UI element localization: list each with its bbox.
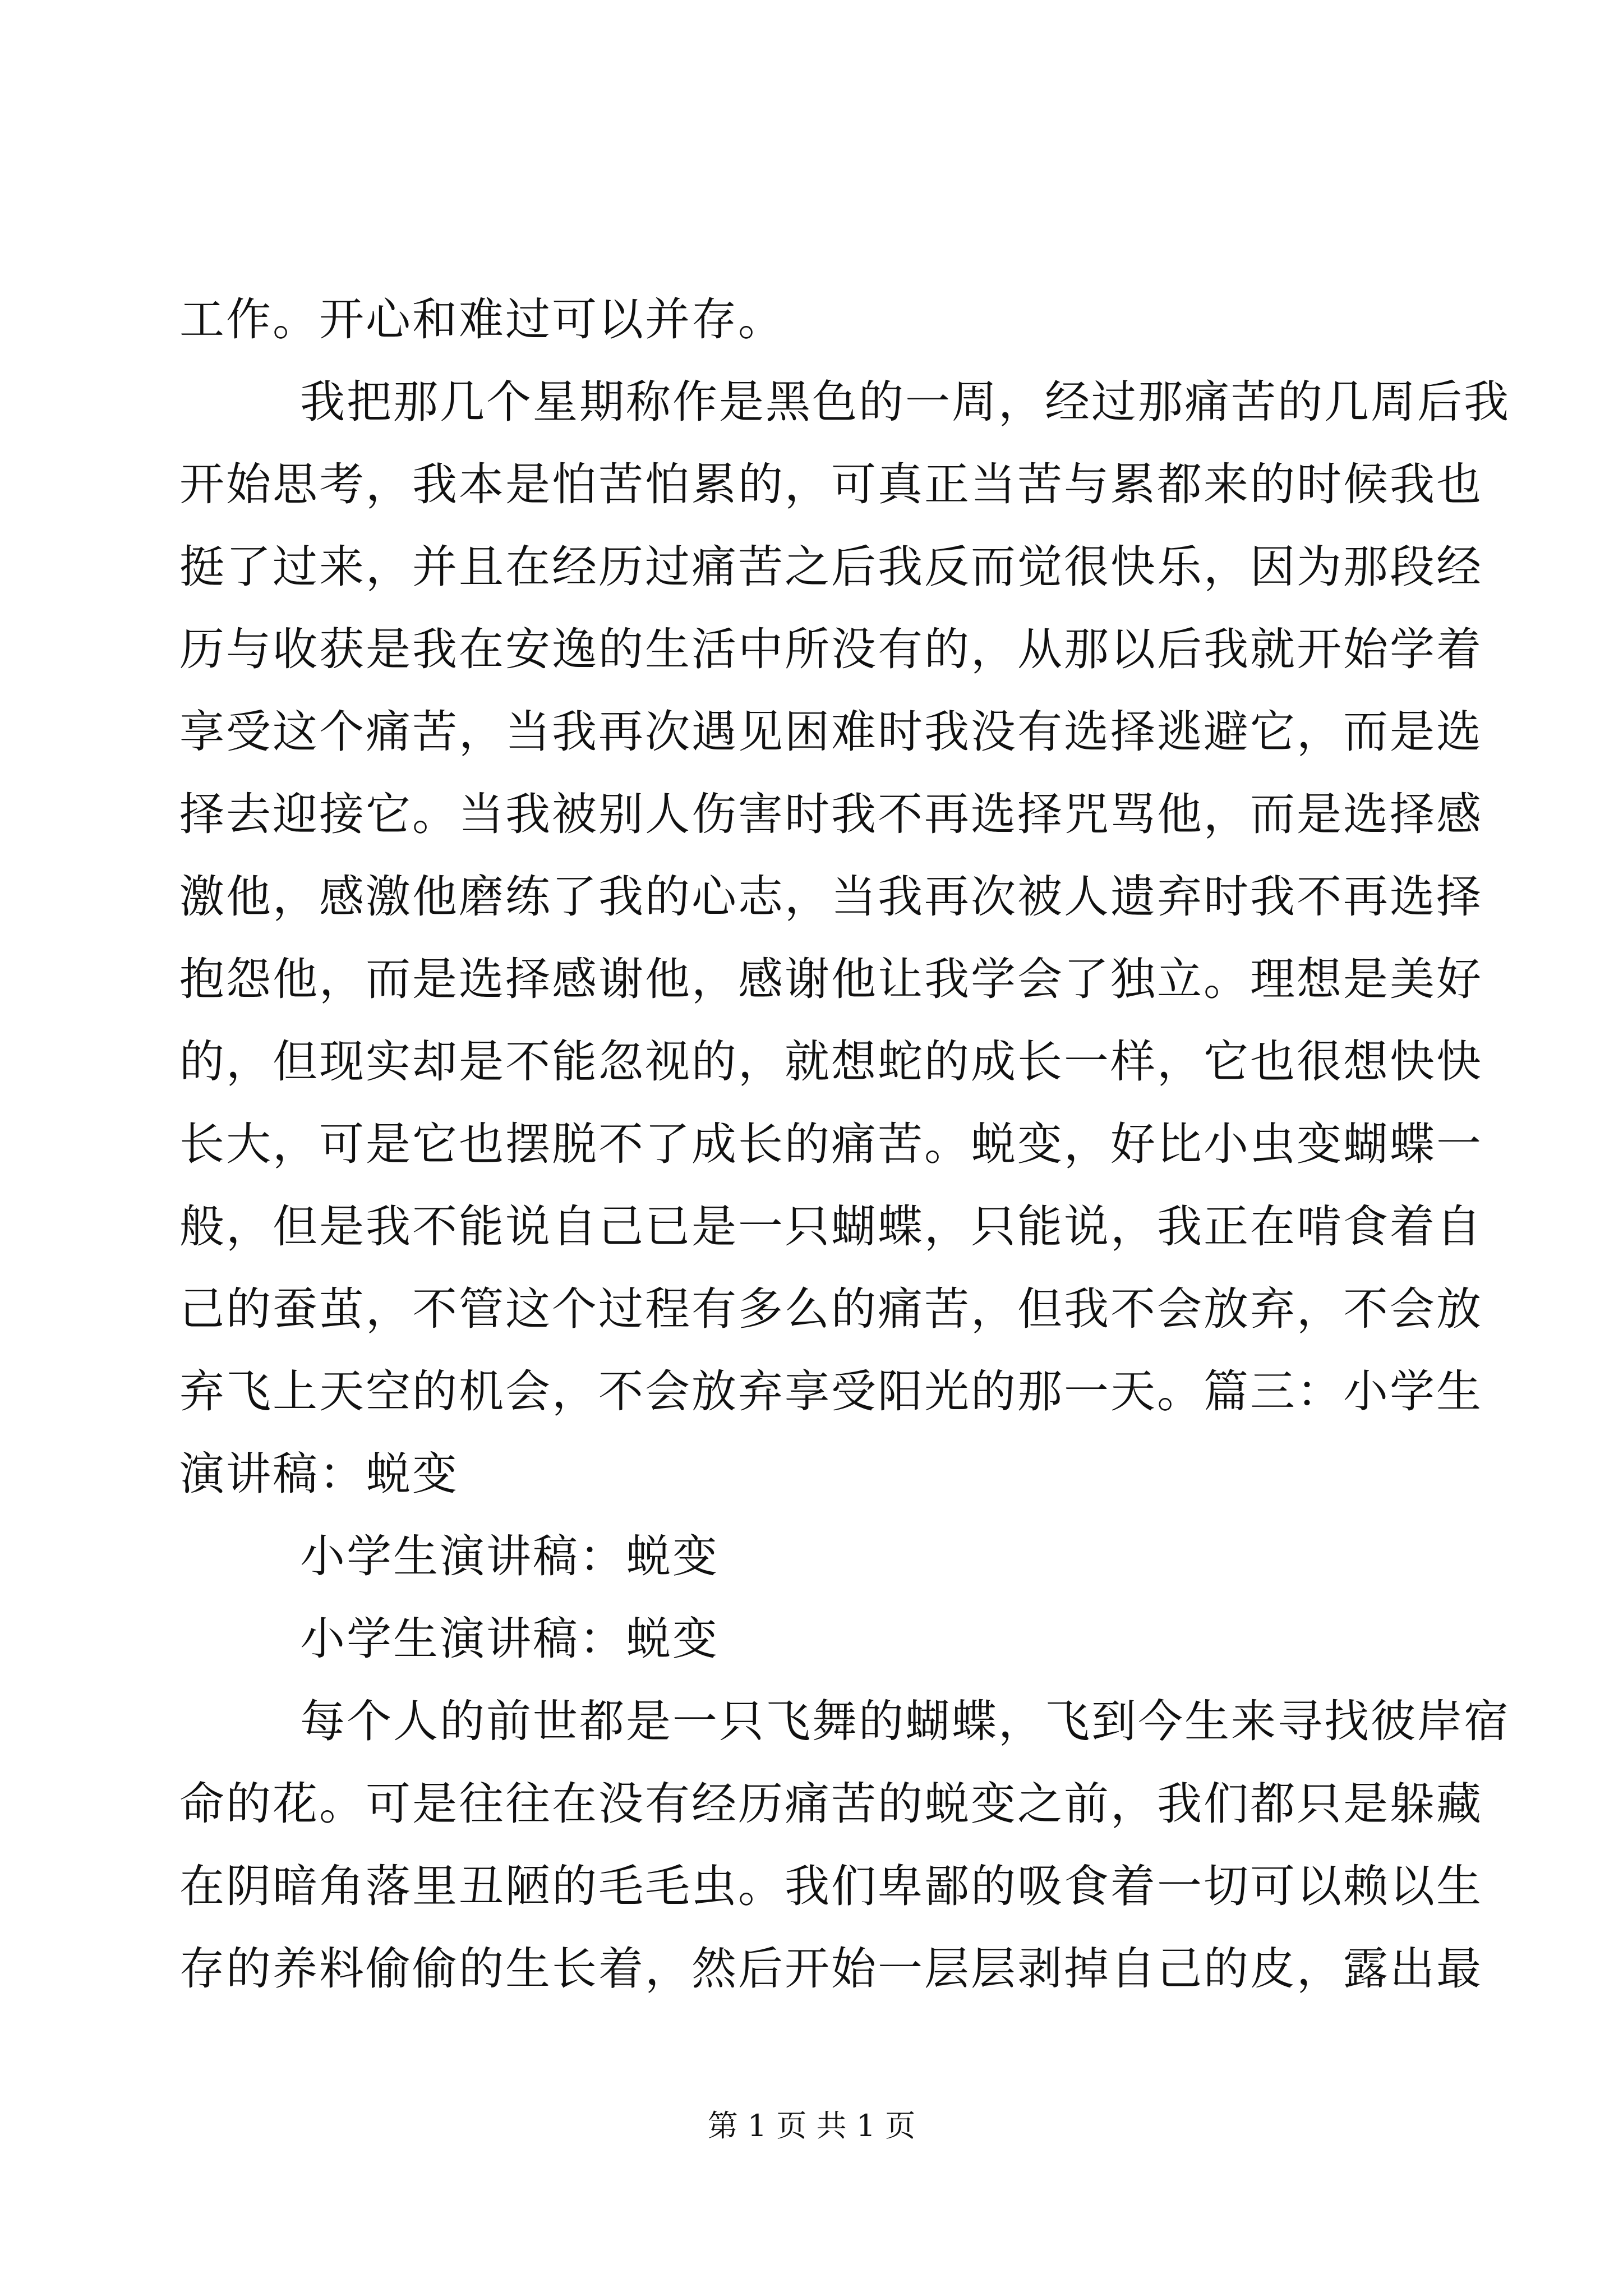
text-line: 弃飞上天空的机会，不会放弃享受阳光的那一天。篇三：小学生 [179, 1365, 1483, 1418]
text-line: 命的花。可是往往在没有经历痛苦的蜕变之前，我们都只是躲藏 [179, 1778, 1483, 1830]
text-line: 激他，感激他磨练了我的心志，当我再次被人遗弃时我不再选择 [179, 871, 1483, 923]
text-line: 演讲稿：蜕变 [179, 1448, 459, 1500]
paragraph-start-line: 我把那几个星期称作是黑色的一周，经过那痛苦的几周后我 [300, 376, 1510, 428]
section-heading: 小学生演讲稿：蜕变 [300, 1613, 719, 1665]
text-line: 长大，可是它也摆脱不了成长的痛苦。蜕变，好比小虫变蝴蝶一 [179, 1118, 1483, 1170]
text-line: 在阴暗角落里丑陋的毛毛虫。我们卑鄙的吸食着一切可以赖以生 [179, 1860, 1483, 1912]
text-line: 历与收获是我在安逸的生活中所没有的，从那以后我就开始学着 [179, 623, 1483, 675]
text-line: 开始思考，我本是怕苦怕累的，可真正当苦与累都来的时候我也 [179, 458, 1483, 510]
section-heading: 小学生演讲稿：蜕变 [300, 1530, 719, 1582]
text-line: 工作。开心和难过可以并存。 [179, 293, 785, 346]
paragraph-start-line: 每个人的前世都是一只飞舞的蝴蝶，飞到今生来寻找彼岸宿 [300, 1695, 1510, 1747]
text-line: 般，但是我不能说自己已是一只蝴蝶，只能说，我正在啃食着自 [179, 1200, 1483, 1253]
text-line: 择去迎接它。当我被别人伤害时我不再选择咒骂他，而是选择感 [179, 788, 1483, 840]
text-line: 享受这个痛苦，当我再次遇见困难时我没有选择逃避它，而是选 [179, 706, 1483, 758]
text-line: 的，但现实却是不能忽视的，就想蛇的成长一样，它也很想快快 [179, 1036, 1483, 1088]
text-line: 己的蚕茧，不管这个过程有多么的痛苦，但我不会放弃，不会放 [179, 1283, 1483, 1335]
page-number-footer: 第 1 页 共 1 页 [707, 2108, 916, 2143]
text-line: 挺了过来，并且在经历过痛苦之后我反而觉很快乐，因为那段经 [179, 541, 1483, 593]
text-line: 存的养料偷偷的生长着，然后开始一层层剥掉自己的皮，露出最 [179, 1943, 1483, 1995]
text-line: 抱怨他，而是选择感谢他，感谢他让我学会了独立。理想是美好 [179, 953, 1483, 1005]
